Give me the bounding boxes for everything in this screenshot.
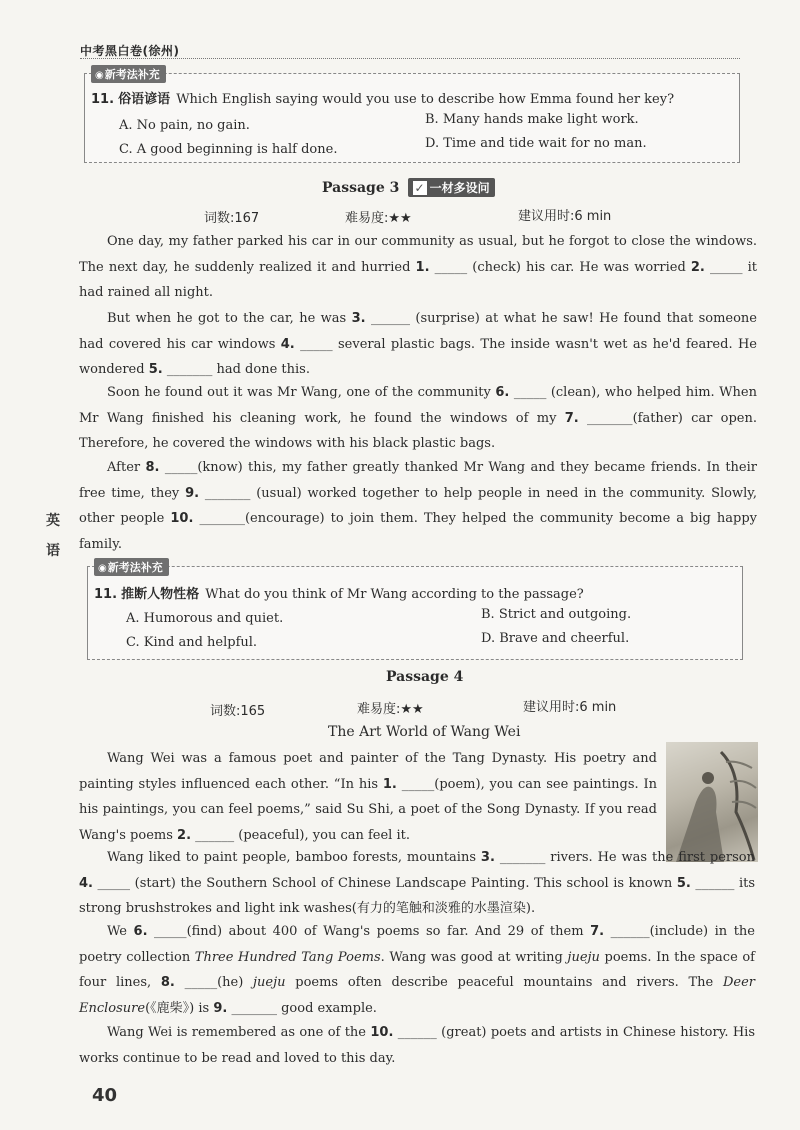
passage-4-difficulty: 难易度:★★ bbox=[357, 702, 424, 717]
passage-4-subtitle: The Art World of Wang Wei bbox=[328, 724, 521, 740]
passage-4-paragraph-4: Wang Wei is remembered as one of the 10. ______ (great) poets and artists in Chinese history. His works continue to be read and loved to this day. bbox=[79, 1025, 755, 1066]
side-label-char-2: 语 bbox=[46, 543, 60, 559]
supplement-tag-2: ◉新考法补充 bbox=[94, 558, 169, 576]
supplement-tag-1: ◉新考法补充 bbox=[91, 65, 166, 83]
passage-3-title: Passage 3 bbox=[322, 180, 400, 196]
supplement-box-2 bbox=[87, 561, 743, 660]
running-header: 中考黑白卷(徐州) bbox=[80, 44, 180, 58]
passage-3-paragraph-2: But when he got to the car, he was 3. ______ (surprise) at what he saw! He found that someone had covered his car windows 4. _____ several plastic bags. The inside wasn't wet as he'd feared. He wondered 5. _______ had done this. bbox=[79, 311, 758, 378]
question-11-stem-2: 11. 推断人物性格 What do you think of Mr Wang according to the passage? bbox=[94, 587, 584, 602]
passage-4-paragraph-3: We 6. _____(find) about 400 of Wang's poems so far. And 29 of them 7. ______(include) in the poetry collection Three Hundred Tang Poems. Wang was good at writing jueju poems. In the space of four lines, 8. _____(he) jueju poems often describe peaceful mountains and rivers. The Deer Enclosure(《鹿柴》) is 9. _______ good example. bbox=[79, 924, 755, 1017]
question-11-stem: 11. 俗语谚语 Which English saying would you use to describe how Emma found her key? bbox=[91, 92, 675, 107]
option-d: D. Time and tide wait for no man. bbox=[425, 136, 647, 151]
passage-4-time: 建议用时:6 min bbox=[523, 700, 617, 715]
passage-4-word-count: 词数:165 bbox=[210, 704, 266, 719]
passage-3-time: 建议用时:6 min bbox=[518, 209, 612, 224]
option-a: A. No pain, no gain. bbox=[119, 118, 250, 133]
option-b: B. Many hands make light work. bbox=[425, 112, 639, 127]
passage-3-heading bbox=[322, 178, 495, 197]
passage-4-paragraph-1: Wang Wei was a famous poet and painter of the Tang Dynasty. His poetry and painting styles influenced each other. “In his 1. _____(poem), you can see paintings. In his paintings, you can feel poems,” said Su Shi, a poet of the Song Dynasty. If you read Wang's poems 2. ______ (peaceful), you can feel it. bbox=[79, 751, 657, 844]
pin-icon: ◉ bbox=[95, 70, 104, 81]
option-b-2: B. Strict and outgoing. bbox=[481, 607, 632, 622]
passage-3-word-count: 词数:167 bbox=[204, 211, 260, 226]
header-divider bbox=[80, 58, 740, 59]
page-number: 40 bbox=[92, 1085, 118, 1106]
check-icon: ✓ bbox=[414, 181, 425, 195]
passage-4-title: Passage 4 bbox=[386, 669, 464, 685]
pin-icon: ◉ bbox=[98, 563, 107, 574]
passage-4-paragraph-2: Wang liked to paint people, bamboo forests, mountains 3. _______ rivers. He was the first person 4. _____ (start) the Southern School of Chinese Landscape Painting. This school is known 5. ______ its strong brushstrokes and light ink washes(有力的笔触和淡雅的水墨渲染). bbox=[79, 850, 756, 917]
passage-3-paragraph-1: One day, my father parked his car in our community as usual, but he forgot to close the windows. The next day, he suddenly realized it and hurried 1. _____ (check) his car. He was worried 2. _____ it had rained all night. bbox=[79, 234, 757, 301]
supplement-box-1 bbox=[84, 68, 740, 163]
painting-figure-icon bbox=[666, 742, 758, 862]
wang-wei-painting-image bbox=[666, 742, 758, 862]
side-label-char-1: 英 bbox=[46, 513, 60, 529]
passage-3-tag: ✓ 一材多设问 bbox=[408, 178, 495, 197]
option-c: C. A good beginning is half done. bbox=[119, 142, 338, 157]
passage-3-paragraph-3: Soon he found out it was Mr Wang, one of the community 6. _____ (clean), who helped him. When Mr Wang finished his cleaning work, he found the windows of my 7. _______(father) car open. Therefore, he covered the windows with his black plastic bags. bbox=[79, 385, 758, 452]
option-d-2: D. Brave and cheerful. bbox=[481, 631, 630, 646]
passage-3-paragraph-4: After 8. _____(know) this, my father greatly thanked Mr Wang and they became friends. In their free time, they 9. _______ (usual) worked together to help people in need in the community. Slowly, other people 10. _______(encourage) to join them. They helped the community become a big happy family. bbox=[79, 460, 757, 553]
passage-3-difficulty: 难易度:★★ bbox=[345, 211, 412, 226]
option-a-2: A. Humorous and quiet. bbox=[126, 611, 284, 626]
option-c-2: C. Kind and helpful. bbox=[126, 635, 258, 650]
